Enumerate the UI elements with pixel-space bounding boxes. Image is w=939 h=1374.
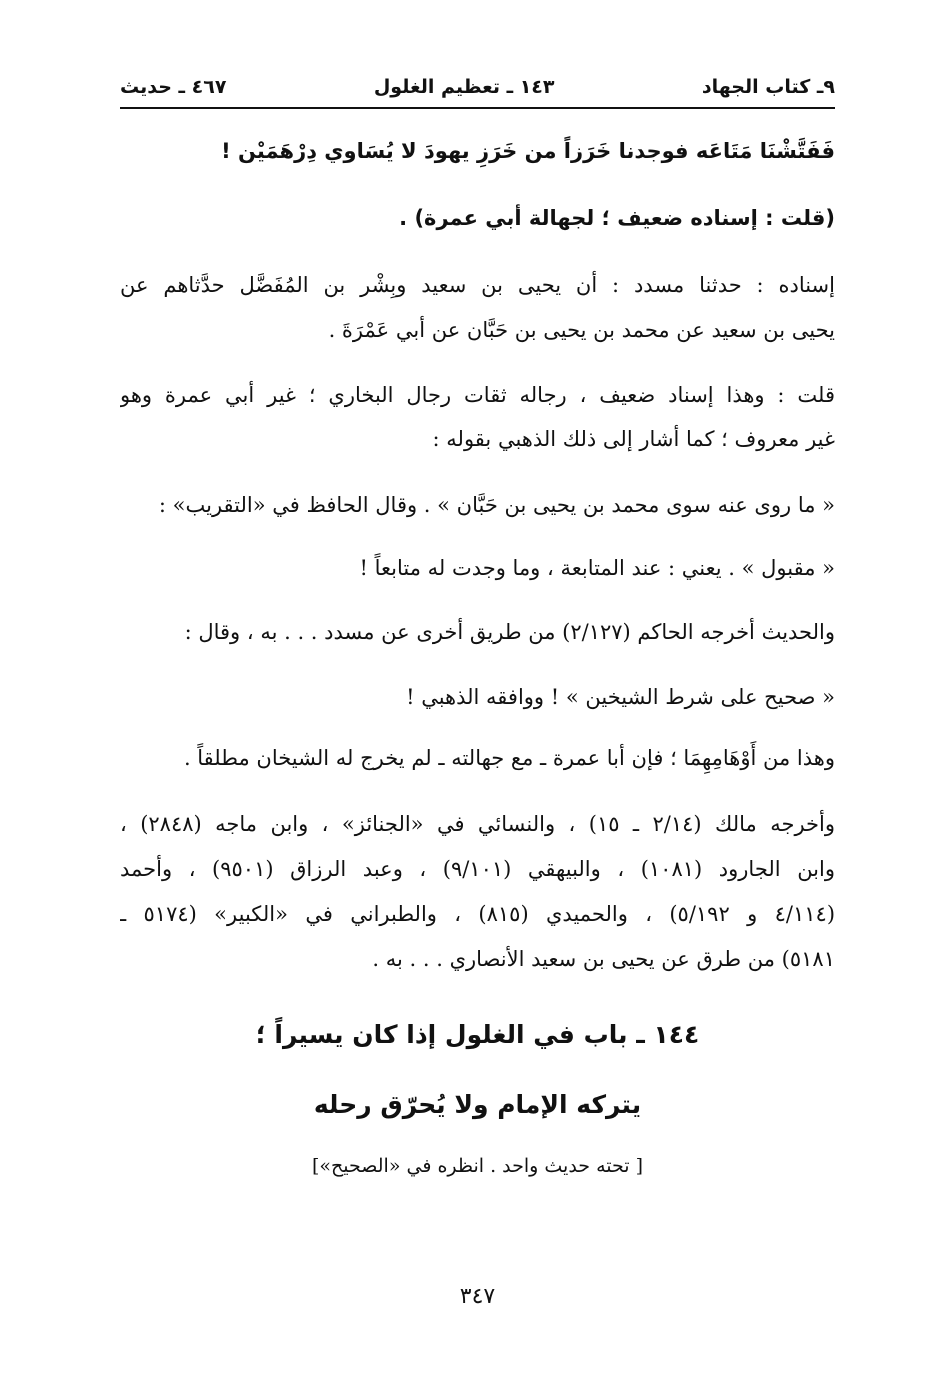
chapter-heading-line-2: يتركه الإمام ولا يُحرّق رحله bbox=[313, 1090, 642, 1119]
hadith-text: فَفَتَّشْنَا مَتَاعَه فوجدنا خَرَزاً من خَرَزِ يهودَ لا يُسَاوي دِرْهَمَيْن ! bbox=[221, 139, 835, 163]
page-number: ٣٤٧ bbox=[459, 1284, 496, 1309]
comment-line-2: غير معروف ؛ كما أشار إلى ذلك الذهبي بقوله : bbox=[432, 427, 835, 451]
isnad-line-2: يحيى بن سعيد عن محمد بن يحيى بن حَبَّان عن أبي عَمْرَةَ . bbox=[328, 318, 835, 342]
running-header bbox=[120, 70, 835, 104]
hakim-line-2: « صحيح على شرط الشيخين » ! ووافقه الذهبي ! bbox=[406, 685, 835, 709]
hakim-line-1: والحديث أخرجه الحاكم (٢/١٢٧) من طريق أخرى عن مسدد . . . به ، وقال : bbox=[184, 620, 835, 644]
verdict-text: (قلت : إسناده ضعيف ؛ لجهالة أبي عمرة) . bbox=[399, 206, 835, 230]
takhrij-line-4: ٥١٨١) من طرق عن يحيى بن سعيد الأنصاري . . . به . bbox=[372, 947, 835, 971]
dhahabi-quote: « ما روى عنه سوى محمد بن يحيى بن حَبَّان » . وقال الحافظ في «التقريب» : bbox=[158, 493, 835, 517]
chapter-heading-line-1: ١٤٤ ـ باب في الغلول إذا كان يسيراً ؛ bbox=[255, 1020, 700, 1049]
isnad-line-1: إسناده : حدثنا مسدد : أن يحيى بن سعيد وبِشْر بن المُفَضَّل حدَّثاهم عن bbox=[120, 273, 835, 297]
hafiz-quote: « مقبول » . يعني : عند المتابعة ، وما وجدت له متابعاً ! bbox=[359, 556, 835, 580]
takhrij-line-2: وابن الجارود (١٠٨١) ، والبيهقي (٩/١٠١) ، وعبد الرزاق (٩٥٠١) ، وأحمد bbox=[120, 857, 835, 881]
header-hadith-number: ٤٦٧ ـ حديث bbox=[120, 76, 227, 98]
takhrij-line-1: وأخرجه مالك (٢/١٤ ـ ١٥) ، والنسائي في «الجنائز» ، وابن ماجه (٢٨٤٨) ، bbox=[120, 812, 835, 836]
header-rule bbox=[120, 107, 835, 109]
header-chapter-title: ١٤٣ ـ تعظيم الغلول bbox=[373, 76, 555, 98]
comment-line-1: قلت : وهذا إسناد ضعيف ، رجاله ثقات رجال البخاري ؛ غير أبي عمرة وهو bbox=[120, 383, 835, 407]
chapter-note: [ تحته حديث واحد . انظره في «الصحيح»] bbox=[311, 1155, 643, 1177]
header-book-title: ٩ـ كتاب الجهاد bbox=[701, 76, 835, 98]
delusion-text: وهذا من أَوْهَامِهِمَا ؛ فإن أبا عمرة ـ مع جهالته ـ لم يخرج له الشيخان مطلقاً . bbox=[183, 746, 835, 770]
takhrij-line-3: (٤/١١٤ و ٥/١٩٢) ، والحميدي (٨١٥) ، والطبراني في «الكبير» (٥١٧٤ ـ bbox=[120, 902, 835, 926]
